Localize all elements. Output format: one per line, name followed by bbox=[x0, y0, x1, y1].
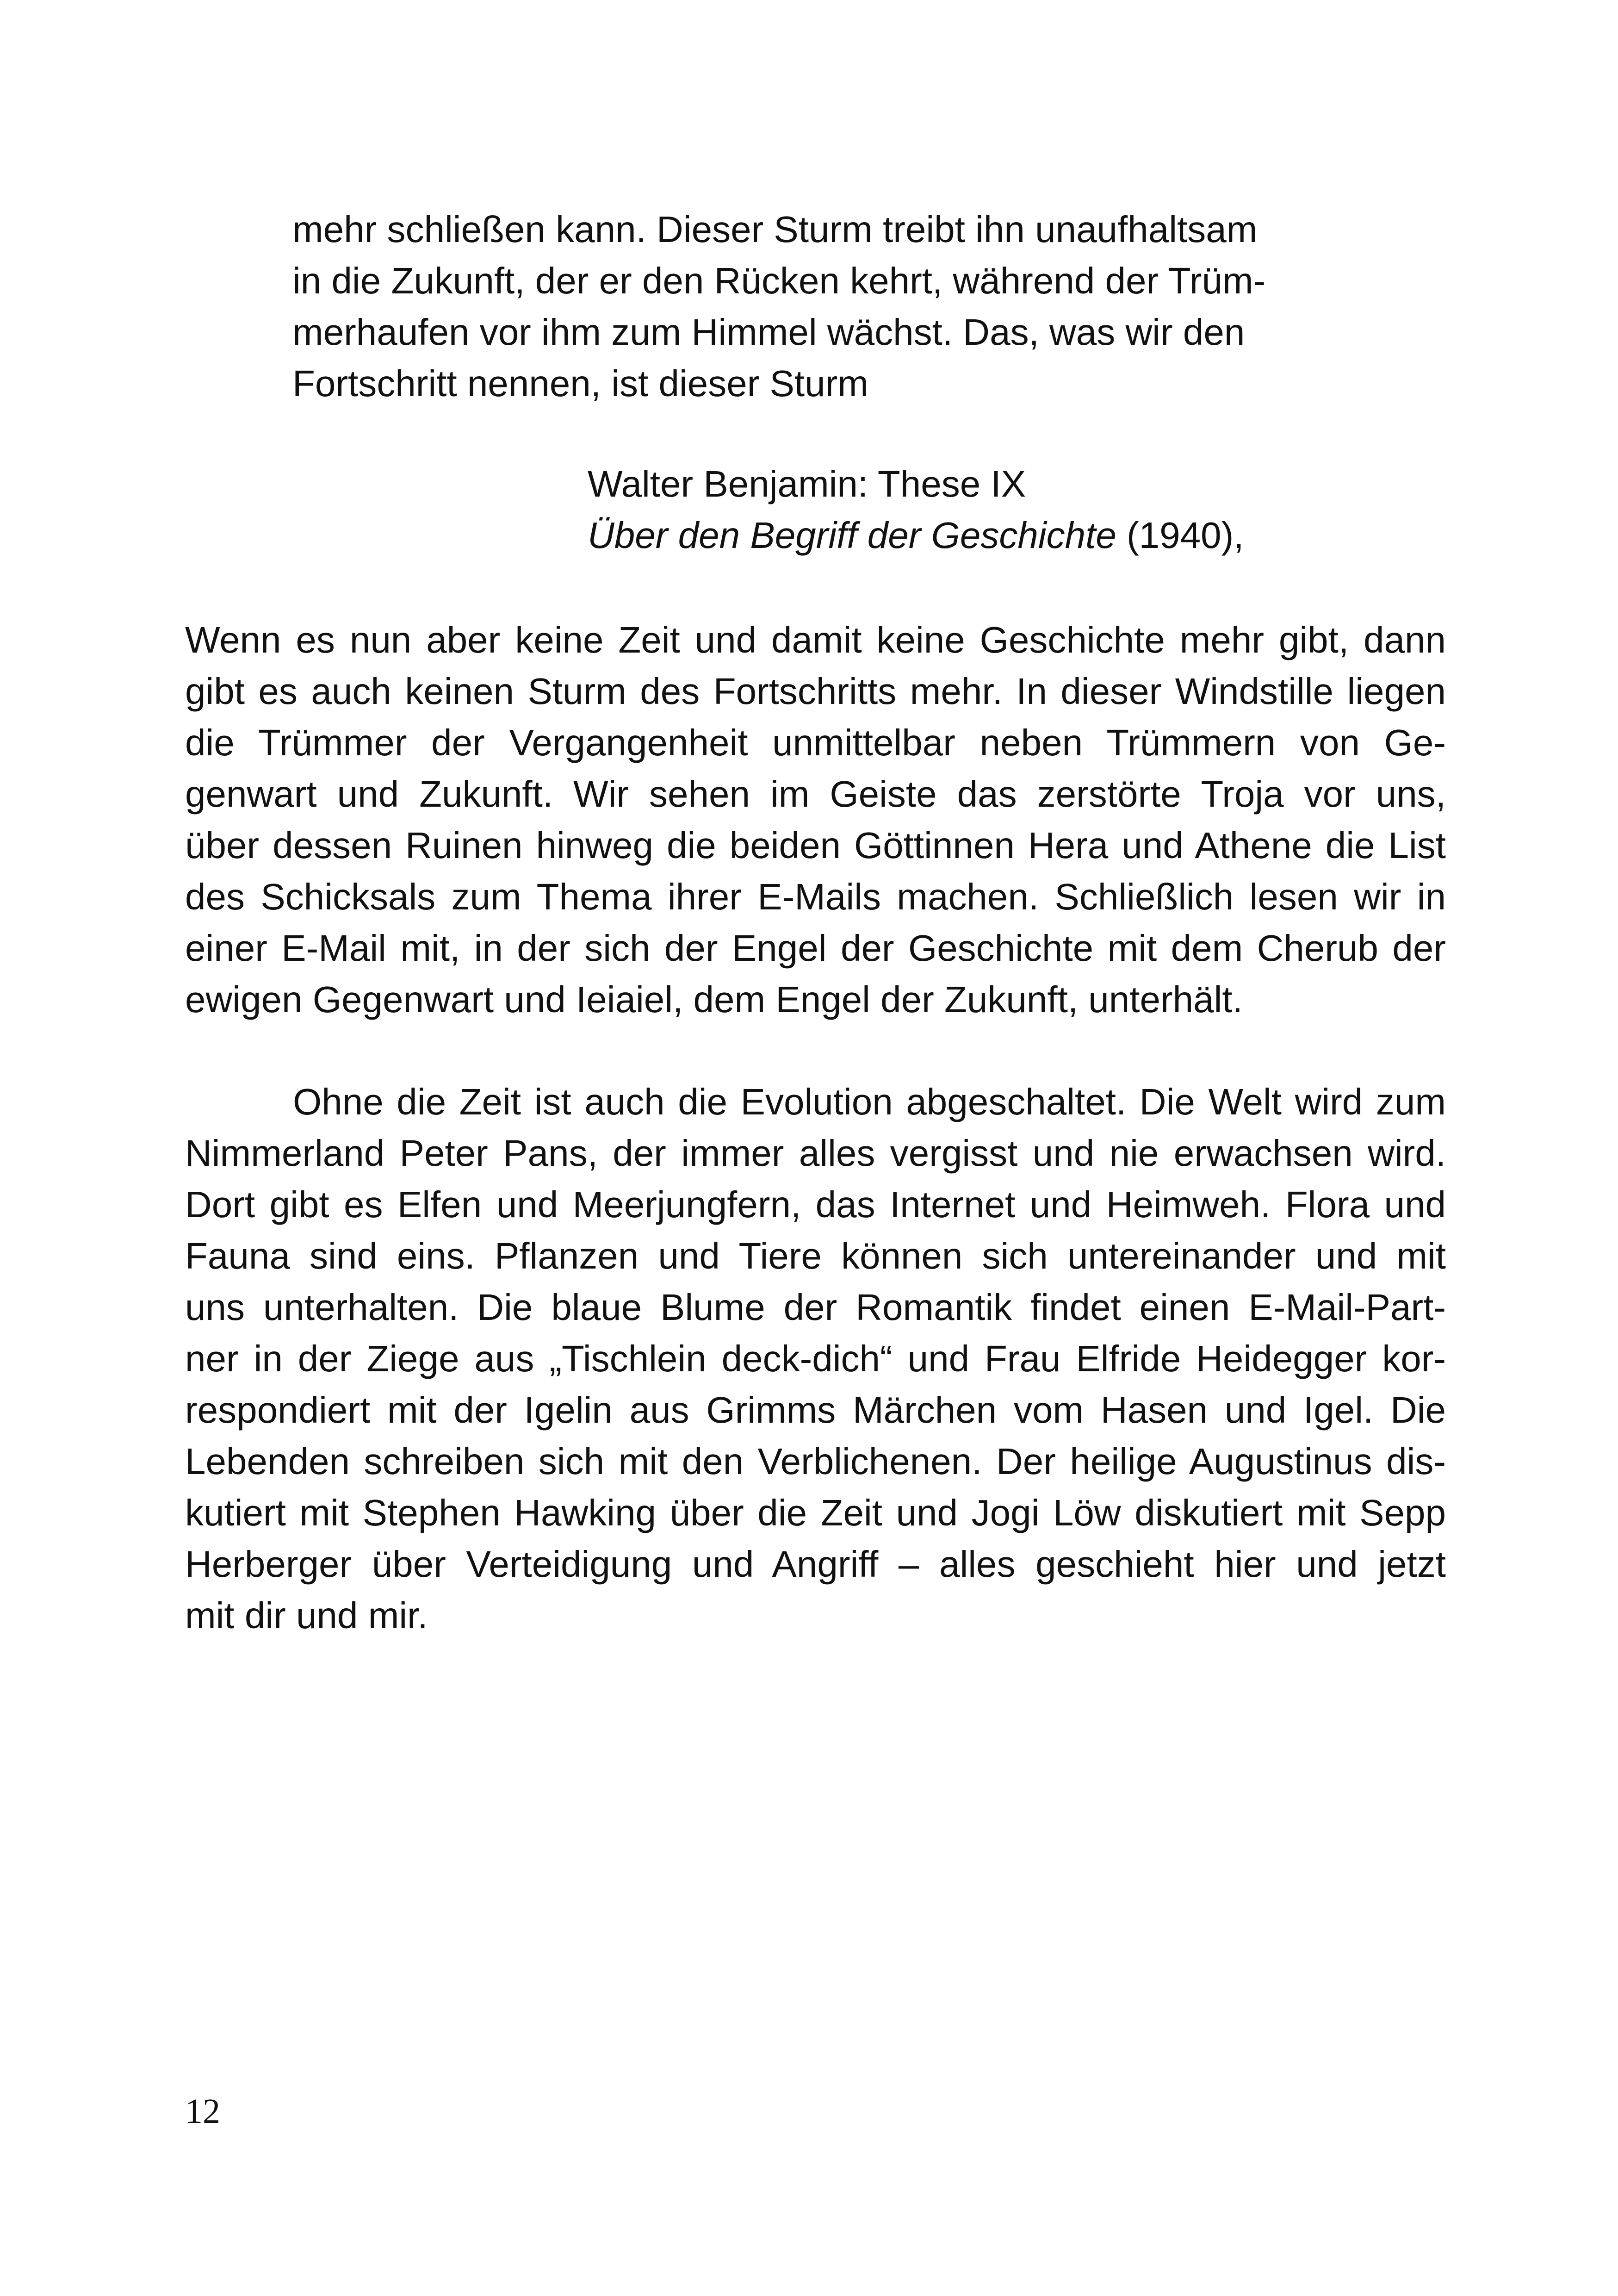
paragraph-line: Fauna sind eins. Pflanzen und Tiere können sich untereinander und mit bbox=[185, 1235, 1446, 1276]
paragraph-line: uns unterhalten. Die blaue Blume der Romantik findet einen E-Mail-Part- bbox=[185, 1287, 1446, 1328]
paragraph-line: gibt es auch keinen Sturm des Fortschritts mehr. In dieser Windstille liegen bbox=[185, 671, 1446, 712]
attribution-source bbox=[588, 510, 1420, 561]
paragraph-line: über dessen Ruinen hinweg die beiden Göttinnen Hera und Athene die List bbox=[185, 825, 1446, 866]
paragraph-line: kutiert mit Stephen Hawking über die Zeit und Jogi Löw diskutiert mit Sepp bbox=[185, 1492, 1446, 1533]
block-quote bbox=[292, 204, 1380, 409]
quote-line: mehr schließen kann. Dieser Sturm treibt ihn unaufhaltsam bbox=[292, 209, 1258, 250]
paragraph-line: Nimmerland Peter Pans, der immer alles vergisst und nie erwachsen wird. bbox=[185, 1132, 1446, 1174]
attribution-work-title: Über den Begriff der Geschichte bbox=[588, 515, 1116, 556]
paragraph-line: die Trümmer der Vergangenheit unmittelbar neben Trümmern von Ge- bbox=[185, 722, 1446, 763]
paragraph-1 bbox=[185, 614, 1446, 1025]
quote-line: merhaufen vor ihm zum Himmel wächst. Das, was wir den bbox=[292, 311, 1245, 353]
paragraph-line: Ohne die Zeit ist auch die Evolution abgeschaltet. Die Welt wird zum bbox=[293, 1081, 1446, 1122]
paragraph-line: mit dir und mir. bbox=[185, 1595, 428, 1636]
paragraph-2 bbox=[185, 1076, 1446, 1641]
paragraph-line: einer E-Mail mit, in der sich der Engel der Geschichte mit dem Cherub der bbox=[185, 927, 1446, 969]
attribution-author: Walter Benjamin: These IX bbox=[588, 463, 1026, 504]
attribution-work-year: (1940), bbox=[1116, 515, 1244, 556]
paragraph-line: Wenn es nun aber keine Zeit und damit keine Geschichte mehr gibt, dann bbox=[185, 619, 1446, 660]
paragraph-line: ewigen Gegenwart und Ieiaiel, dem Engel der Zukunft, unterhält. bbox=[185, 979, 1243, 1020]
quote-attribution bbox=[588, 458, 1420, 561]
paragraph-line: ner in der Ziege aus „Tischlein deck-dich“ und Frau Elfride Heidegger kor- bbox=[185, 1338, 1446, 1379]
quote-line: in die Zukunft, der er den Rücken kehrt, während der Trüm- bbox=[292, 260, 1266, 301]
paragraph-line: Lebenden schreiben sich mit den Verblichenen. Der heilige Augustinus dis- bbox=[185, 1441, 1446, 1482]
paragraph-line: Herberger über Verteidigung und Angriff – alles geschieht hier und jetzt bbox=[185, 1543, 1446, 1585]
paragraph-line: genwart und Zukunft. Wir sehen im Geiste das zerstörte Troja vor uns, bbox=[185, 773, 1446, 815]
quote-line: Fortschritt nennen, ist dieser Sturm bbox=[292, 363, 868, 404]
page-number: 12 bbox=[185, 2092, 220, 2131]
paragraph-line: respondiert mit der Igelin aus Grimms Märchen vom Hasen und Igel. Die bbox=[185, 1389, 1446, 1431]
paragraph-line: Dort gibt es Elfen und Meerjungfern, das Internet und Heimweh. Flora und bbox=[185, 1184, 1446, 1225]
paragraph-line: des Schicksals zum Thema ihrer E-Mails machen. Schließlich lesen wir in bbox=[185, 876, 1446, 917]
